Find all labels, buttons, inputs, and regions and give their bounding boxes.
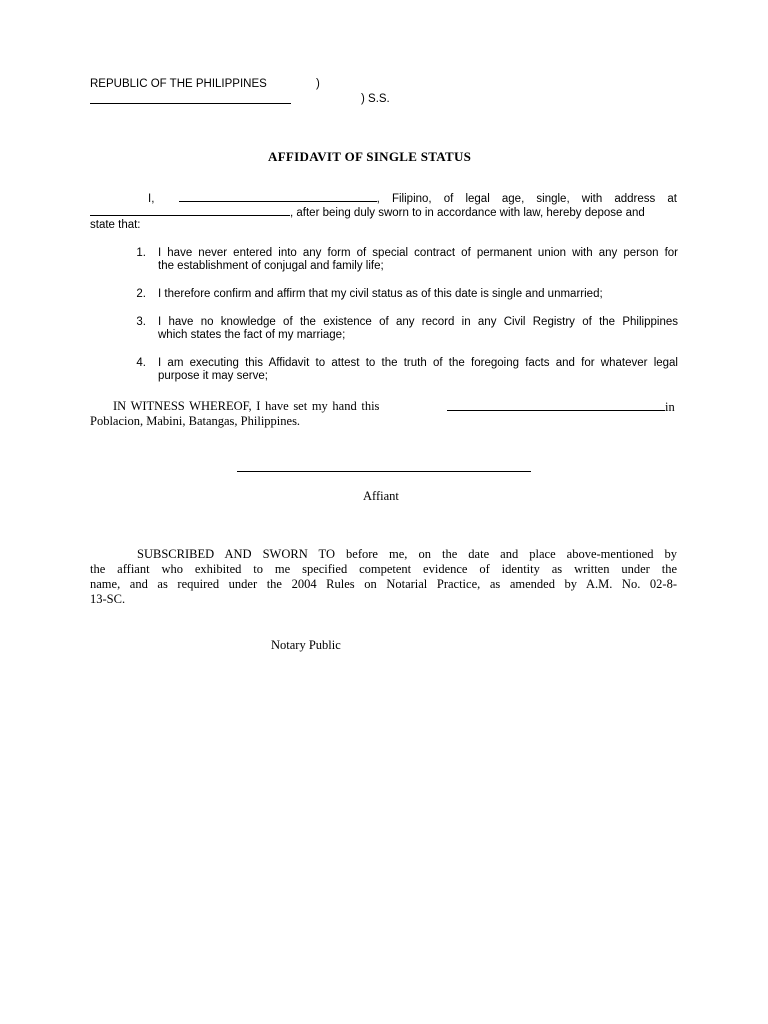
affiant-label: Affiant: [363, 489, 399, 503]
witness-in: in: [665, 400, 675, 414]
intro-line-2: [90, 205, 680, 219]
item-2-line-1: I therefore confirm and affirm that my civil status as of this date is single and unmarried;: [158, 288, 603, 300]
witness-line-2: Poblacion, Mabini, Batangas, Philippines.: [90, 414, 301, 428]
notary-public-label: Notary Public: [271, 638, 341, 652]
item-2: [158, 288, 678, 301]
date-blank-line: [447, 399, 665, 411]
item-4-line-1: I am executing this Affidavit to attest to the truth of the foregoing facts and for whatever legal: [158, 357, 678, 369]
item-4: [158, 357, 678, 383]
document-title: AFFIDAVIT OF SINGLE STATUS: [268, 149, 472, 164]
item-3-line-2: which states the fact of my marriage;: [158, 329, 346, 341]
intro-line-1: [90, 191, 677, 205]
item-1-line-2: the establishment of conjugal and family life;: [158, 260, 384, 272]
witness-text: IN WITNESS WHEREOF, I have set my hand this: [113, 399, 380, 413]
subscribed-line-2: the affiant who exhibited to me specified competent evidence of identity as written under the: [90, 562, 677, 576]
republic-heading: REPUBLIC OF THE PHILIPPINES: [90, 78, 267, 90]
intro-i: I,: [148, 193, 155, 205]
name-blank-line: [179, 191, 377, 202]
intro-line1-text: , Filipino, of legal age, single, with address at: [376, 193, 677, 205]
subscribed-line-1: SUBSCRIBED AND SWORN TO before me, on the date and place above-mentioned by: [137, 547, 677, 561]
item-3-number: 3.: [136, 316, 146, 328]
subscribed-line-3: name, and as required under the 2004 Rules on Notarial Practice, as amended by A.M. No. 02-8-: [90, 577, 677, 591]
subscribed-paragraph: [90, 547, 677, 607]
affiant-signature-line: [237, 471, 531, 472]
venue-paren: ): [316, 78, 320, 90]
witness-line-1: [90, 399, 677, 414]
item-2-number: 2.: [136, 288, 146, 300]
item-4-number: 4.: [136, 357, 146, 369]
intro-line-3: state that:: [90, 219, 141, 231]
intro-line2-text: , after being duly sworn to in accordance with law, hereby depose and: [290, 207, 645, 219]
venue-blank-line: [90, 103, 291, 104]
item-1-line-1: I have never entered into any form of special contract of permanent union with any person for: [158, 247, 678, 259]
ss-marker: ) S.S.: [361, 93, 390, 105]
item-4-line-2: purpose it may serve;: [158, 370, 268, 382]
item-1-number: 1.: [136, 247, 146, 259]
address-blank-line: [90, 205, 290, 216]
item-1: [158, 247, 678, 273]
item-3: [158, 316, 678, 342]
subscribed-line-4: 13-SC.: [90, 592, 126, 606]
item-3-line-1: I have no knowledge of the existence of any record in any Civil Registry of the Philippines: [158, 316, 678, 328]
